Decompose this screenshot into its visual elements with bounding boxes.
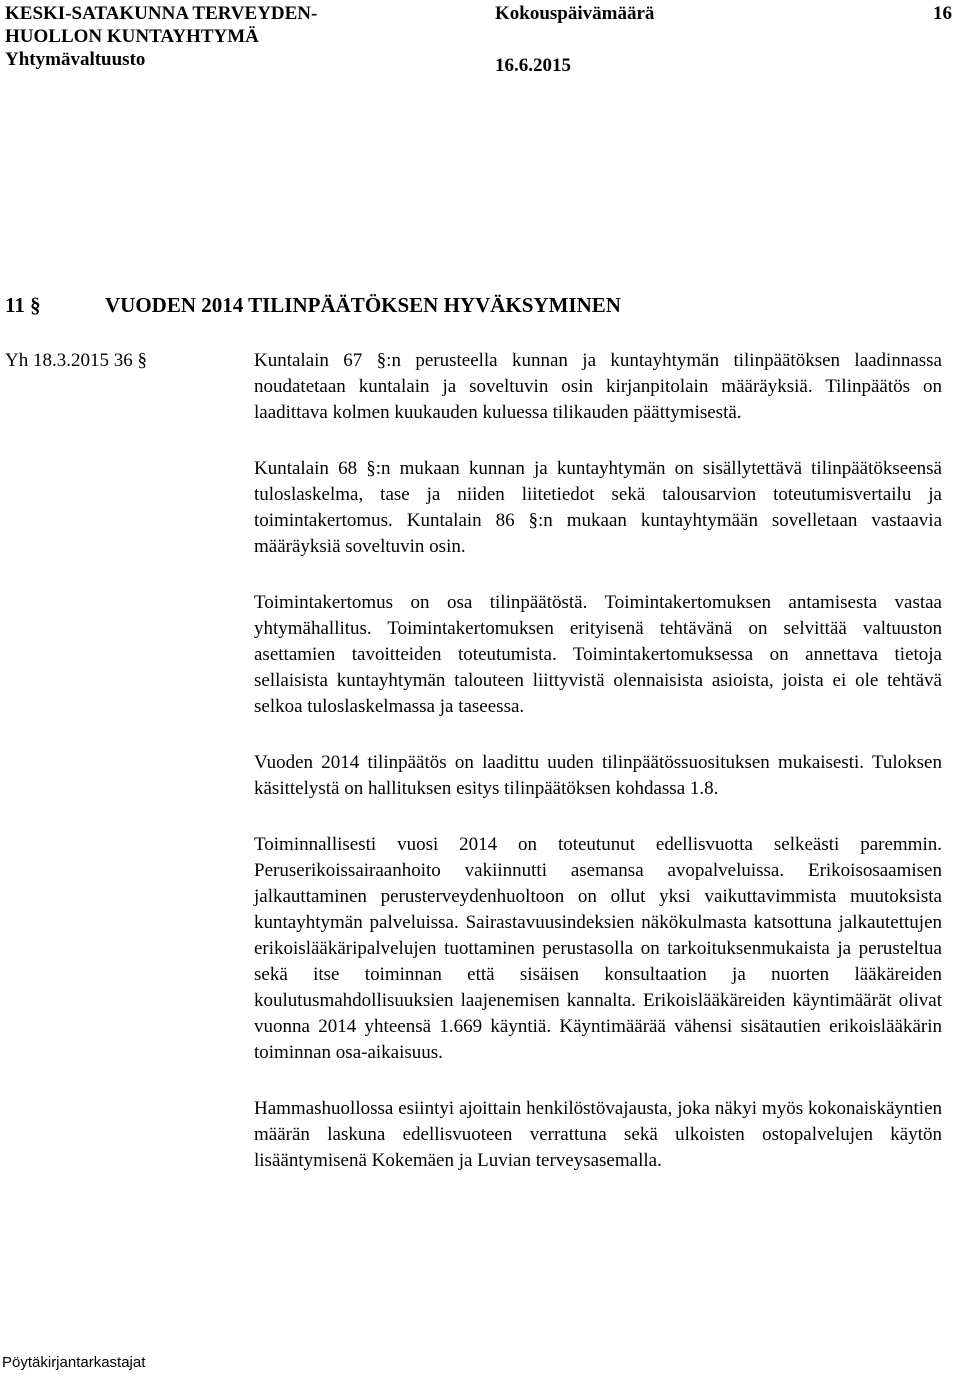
page-number: 16 — [933, 3, 952, 24]
meeting-date-label: Kokouspäivämäärä — [495, 3, 655, 24]
section-number: 11 § — [5, 293, 41, 317]
org-line-2: HUOLLON KUNTAYHTYMÄ — [5, 26, 259, 47]
paragraph: Toimintakertomus on osa tilinpäätöstä. Toimintakertomuksen antamisesta vastaa yhtymähallitus. Toimintakertomuksen erityisenä tehtävänä on selvittää valtuuston asettamien tavoitteiden toteutumista. Toimintakertomuksessa on annettava tietoja sellaisista kuntayhtymän talouteen liittyvistä olennaisista asioista, joista ei ole tehtävä selkoa tuloslaskelmassa ja taseessa. — [254, 592, 942, 717]
meeting-date-value: 16.6.2015 — [495, 55, 571, 76]
paragraph: Hammashuollossa esiintyi ajoittain henkilöstövajausta, joka näkyi myös kokonaiskäyntien määrän laskuna edellisvuoteen verrattuna sekä ulkoisten ostopalvelujen käytön lisääntymisenä Kokemäen ja Luvian terveysasemalla. — [254, 1098, 942, 1171]
organization-name — [5, 2, 317, 71]
org-line-3: Yhtymävaltuusto — [5, 49, 146, 70]
section-reference: Yh 18.3.2015 36 § — [5, 350, 147, 371]
section-title: VUODEN 2014 TILINPÄÄTÖKSEN HYVÄKSYMINEN — [105, 293, 621, 317]
paragraph: Kuntalain 68 §:n mukaan kunnan ja kuntayhtymän on sisällytettävä tilinpäätökseensä tuloslaskelma, tase ja niiden liitetiedot sekä talousarvion toteutumisvertailu ja toimintakertomus. Kuntalain 86 §:n mukaan kuntayhtymään sovelletaan vastaavia määräyksiä soveltuvin osin. — [254, 458, 942, 557]
paragraph: Kuntalain 67 §:n perusteella kunnan ja kuntayhtymän tilinpäätöksen laadinnassa noudatetaan kuntalain ja soveltuvin osin kirjanpitolain määräyksiä. Tilinpäätös on laadittava kolmen kuukauden kuluessa tilikauden päättymisestä. — [254, 350, 942, 423]
footer-signatories: Pöytäkirjantarkastajat — [2, 1354, 146, 1371]
org-line-1: KESKI-SATAKUNNA TERVEYDEN- — [5, 3, 318, 24]
section-heading — [5, 293, 621, 318]
section-body — [254, 348, 942, 1204]
paragraph: Toiminnallisesti vuosi 2014 on toteutunut edellisvuotta selkeästi paremmin. Peruserikoissairaanhoito vakiinnutti asemansa avopalveluissa. Erikoisosaamisen jalkauttaminen perusterveydenhuoltoon on ollut yksi vaikuttavimmista muutoksista kuntayhtymän palveluissa. Sairastavuusindeksien näkökulmasta katsottuna jalkautettujen erikoislääkäripalvelujen tuottaminen perustasolla on tarkoituksenmukaista ja perusteltua sekä itse toiminnan että sisäisen konsultaation ja nuorten lääkäreiden koulutusmahdollisuuksien laajenemisen kannalta. Erikoislääkäreiden käyntimäärät olivat vuonna 2014 yhteensä 1.669 käyntiä. Käyntimäärää vähensi sisätautien erikoislääkärin toiminnan osa-aikaisuus. — [254, 834, 942, 1063]
paragraph: Vuoden 2014 tilinpäätös on laadittu uuden tilinpäätössuosituksen mukaisesti. Tuloksen käsittelystä on hallituksen esitys tilinpäätöksen kohdassa 1.8. — [254, 752, 942, 799]
